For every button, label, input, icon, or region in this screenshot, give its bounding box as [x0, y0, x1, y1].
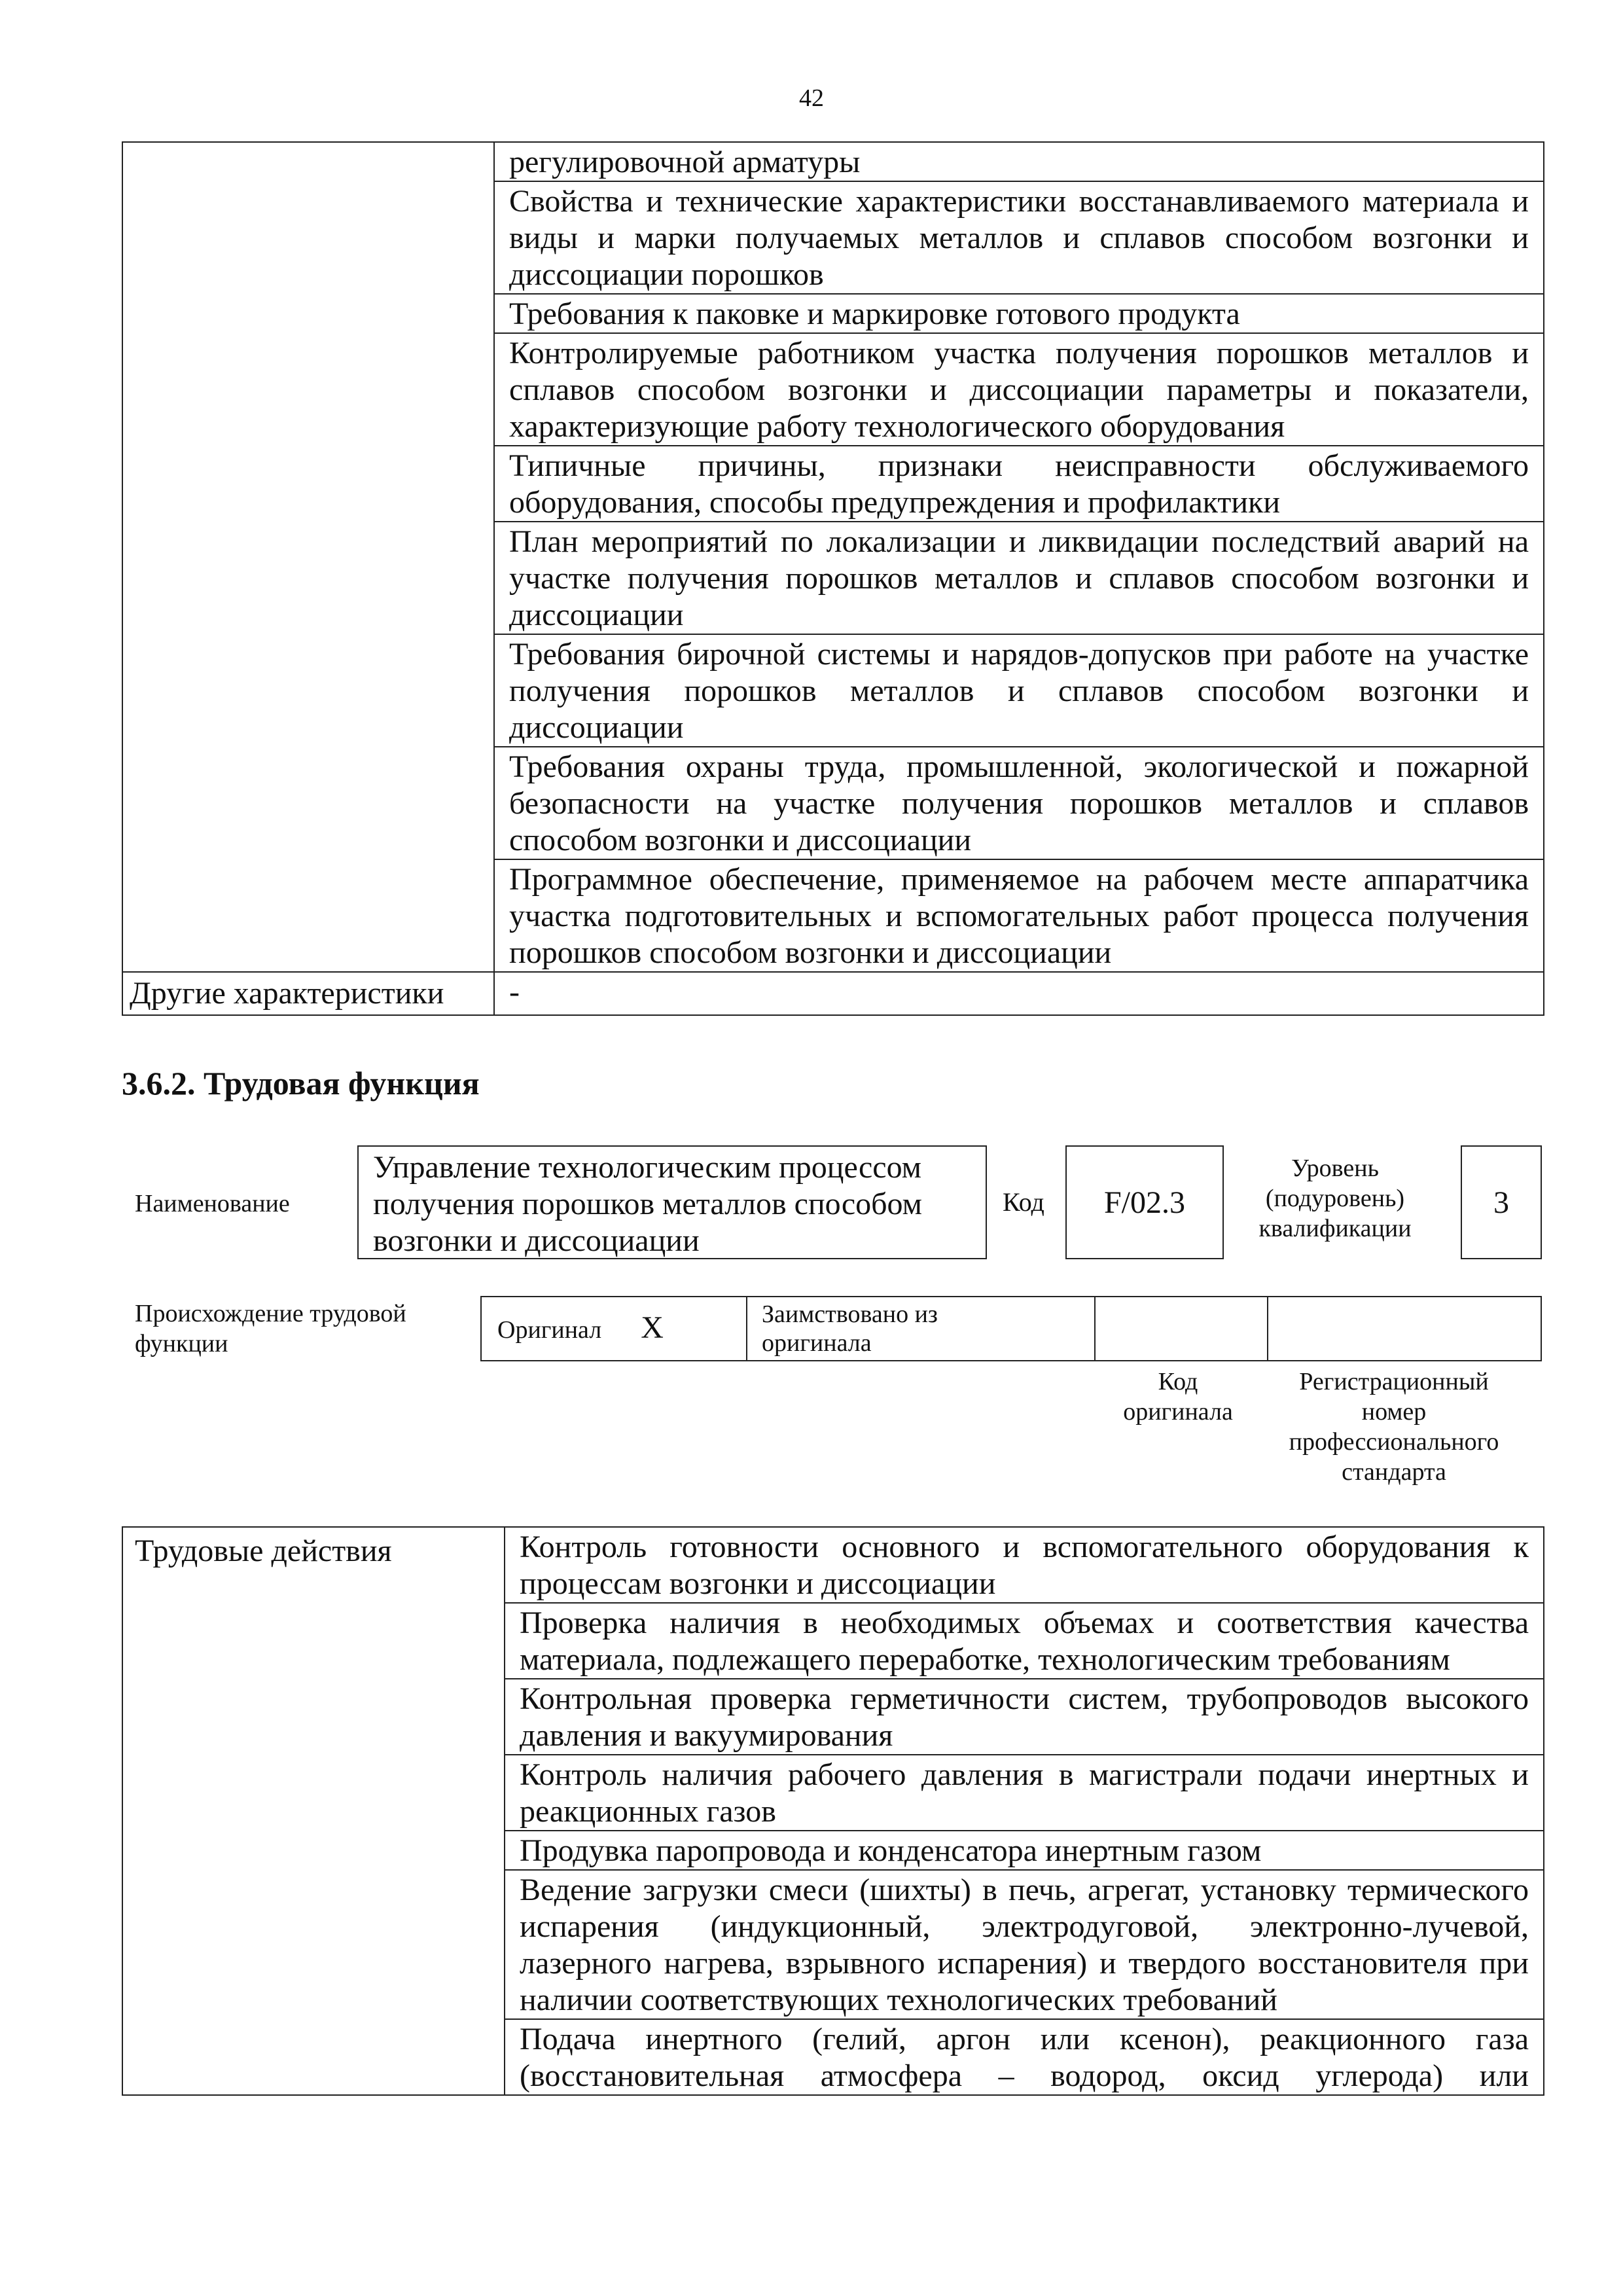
borrowed-cell — [747, 1297, 1095, 1361]
registration-number-cell — [1268, 1297, 1541, 1361]
page-number: 42 — [799, 84, 824, 112]
knowledge-item: Программное обеспечение, применяемое на рабочем месте аппаратчика участка подготовительных и вспомогательных работ процесса получения порошков способом возгонки и диссоциации — [494, 859, 1544, 972]
level-label-line: Уровень — [1291, 1155, 1379, 1182]
table-row — [481, 1297, 1541, 1361]
registration-caption-line: номер — [1361, 1398, 1427, 1426]
origin-label — [135, 1299, 406, 1359]
level-label — [1237, 1153, 1433, 1244]
action-item: Контроль готовности основного и вспомогательного оборудования к процессам возгонки и диссоциации — [505, 1527, 1544, 1603]
knowledge-item: Требования охраны труда, промышленной, экологической и пожарной безопасности на участке получения порошков металлов и сплавов способом возгонки и диссоциации — [494, 747, 1544, 859]
other-characteristics-value: - — [494, 972, 1544, 1015]
name-label: Наименование — [135, 1190, 290, 1217]
actions-table — [122, 1526, 1544, 2096]
knowledge-item: Требования бирочной системы и нарядов-допусков при работе на участке получения порошков металлов и сплавов способом возгонки и диссоциации — [494, 634, 1544, 747]
code-caption-line: оригинала — [1123, 1398, 1233, 1426]
origin-table — [480, 1296, 1542, 1361]
registration-caption-line: стандарта — [1342, 1458, 1446, 1486]
origin-label-line: Происхождение трудовой — [135, 1300, 406, 1327]
action-item: Контрольная проверка герметичности систем, трубопроводов высокого давления и вакуумирования — [505, 1679, 1544, 1755]
action-item: Подача инертного (гелий, аргон или ксенон), реакционного газа (восстановительная атмосфера – водород, оксид углерода) или — [505, 2019, 1544, 2095]
original-label: Оригинал — [497, 1316, 602, 1344]
knowledge-item: Контролируемые работником участка получения порошков металлов и сплавов способом возгонки и диссоциации параметры и показатели, характеризующие работу технологического оборудования — [494, 333, 1544, 446]
action-item: Проверка наличия в необходимых объемах и соответствия качества материала, подлежащего переработке, технологическим требованиям — [505, 1603, 1544, 1679]
registration-caption — [1257, 1367, 1531, 1487]
origin-label-line: функции — [135, 1330, 228, 1357]
table-row — [122, 1527, 1544, 1603]
table-row — [122, 972, 1544, 1015]
empty-label-cell — [122, 142, 494, 972]
knowledge-table — [122, 141, 1544, 1016]
original-mark: X — [641, 1310, 664, 1345]
registration-caption-line: профессионального — [1289, 1428, 1499, 1456]
borrowed-label-line: оригинала — [762, 1329, 872, 1357]
level-label-line: квалификации — [1258, 1215, 1412, 1242]
code-caption — [1080, 1367, 1276, 1427]
knowledge-item: Требования к паковке и маркировке готового продукта — [494, 294, 1544, 333]
action-item: Продувка паропровода и конденсатора инертным газом — [505, 1831, 1544, 1870]
section-heading: 3.6.2. Трудовая функция — [122, 1065, 480, 1102]
function-name-box: Управление технологическим процессом получения порошков металлов способом возгонки и диссоциации — [357, 1145, 987, 1259]
code-label: Код — [1003, 1187, 1044, 1217]
function-code-box: F/02.3 — [1065, 1145, 1224, 1259]
code-caption-line: Код — [1158, 1368, 1198, 1395]
original-code-cell — [1095, 1297, 1268, 1361]
knowledge-item: План мероприятий по локализации и ликвидации последствий аварий на участке получения порошков металлов и сплавов способом возгонки и диссоциации — [494, 522, 1544, 634]
table-row — [122, 142, 1544, 181]
level-label-line: (подуровень) — [1265, 1185, 1405, 1212]
actions-label: Трудовые действия — [122, 1527, 505, 2095]
registration-caption-line: Регистрационный — [1299, 1368, 1489, 1395]
qualification-level-box: 3 — [1461, 1145, 1542, 1259]
other-characteristics-label: Другие характеристики — [122, 972, 494, 1015]
borrowed-label-line: Заимствовано из — [762, 1300, 938, 1328]
action-item: Контроль наличия рабочего давления в магистрали подачи инертных и реакционных газов — [505, 1755, 1544, 1831]
knowledge-item: регулировочной арматуры — [494, 142, 1544, 181]
original-cell — [481, 1297, 747, 1361]
knowledge-item: Типичные причины, признаки неисправности обслуживаемого оборудования, способы предупреждения и профилактики — [494, 446, 1544, 522]
action-item: Ведение загрузки смеси (шихты) в печь, агрегат, установку термического испарения (индукционный, электродуговой, электронно-лучевой, лазерного нагрева, взрывного испарения) и твердого восстановителя при наличии соответствующих технологических требований — [505, 1870, 1544, 2019]
knowledge-item: Свойства и технические характеристики восстанавливаемого материала и виды и марки получаемых металлов и сплавов способом возгонки и диссоциации порошков — [494, 181, 1544, 294]
